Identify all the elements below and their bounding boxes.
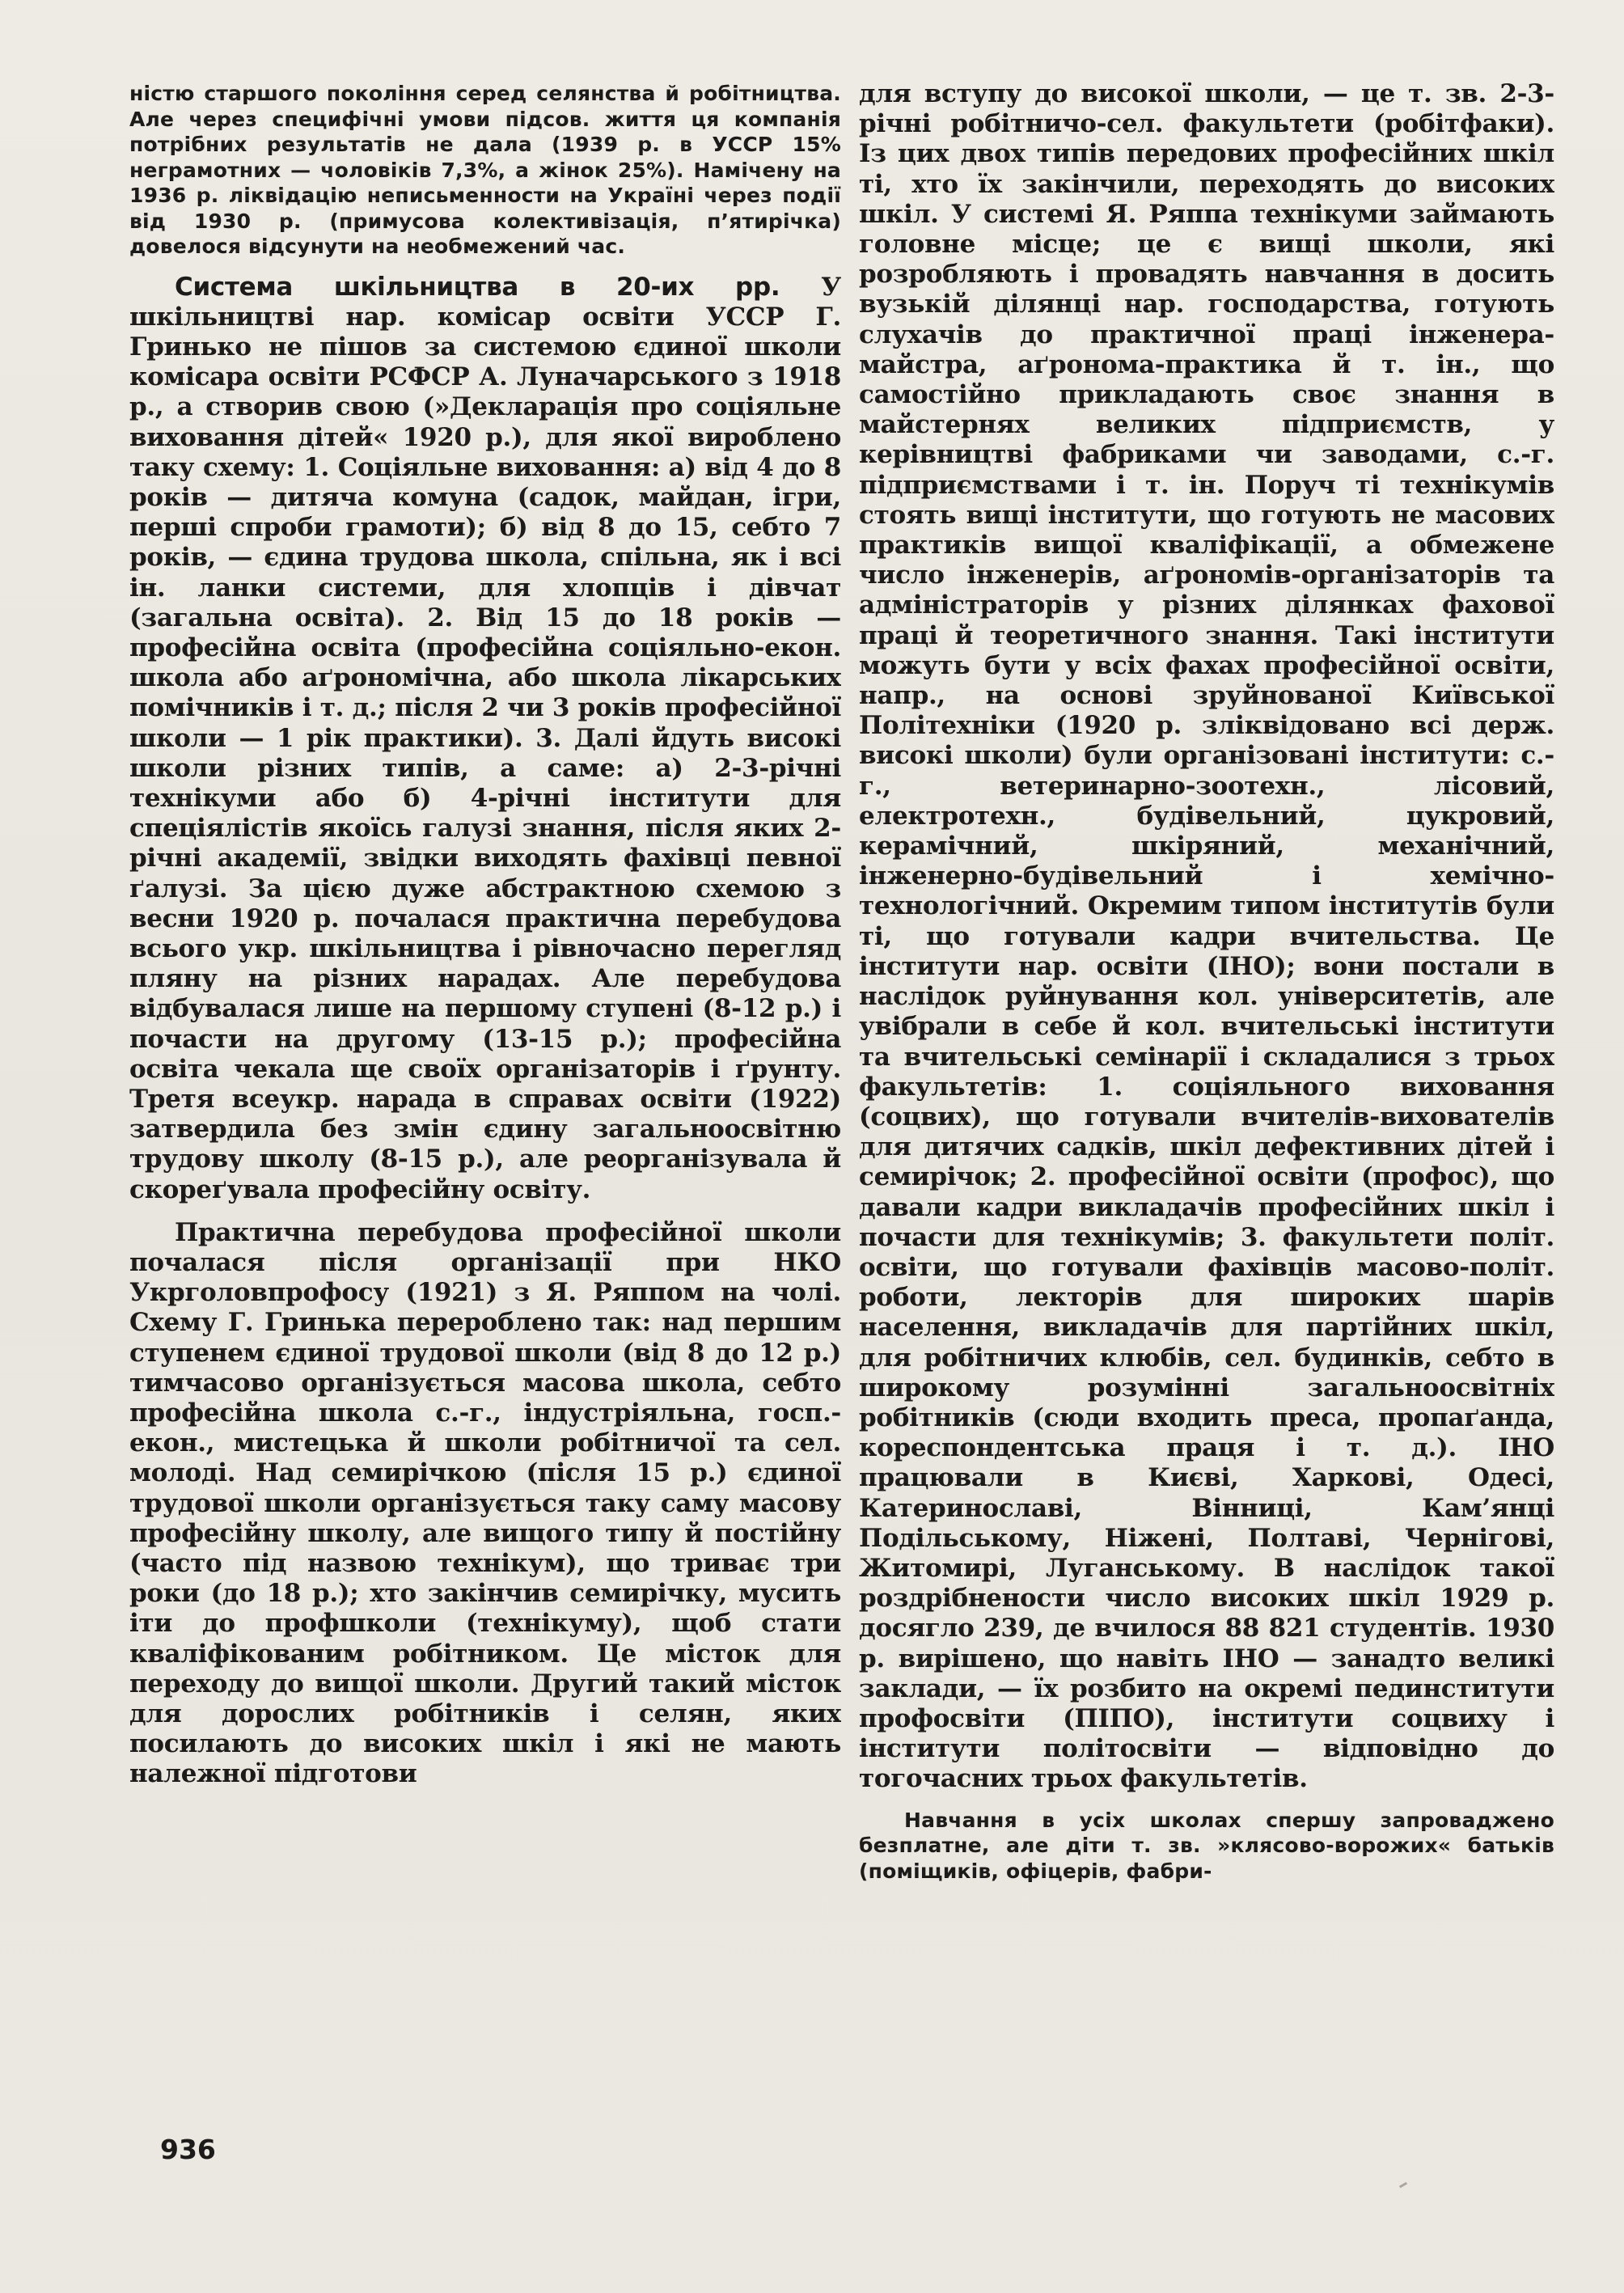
left-column <box>129 81 841 1790</box>
page-number: 936 <box>160 2134 216 2165</box>
right-column <box>859 79 1554 1884</box>
left-column-note: ністю старшого покоління серед селянства й робітництва. Але через специфічні умови підсов. життя ця компанія потрібних результатів не дала (1939 р. в УССР 15% неграмотних — чоловіків 7,3%, а жінок 25%). Намічену на 1936 р. ліквідацію неписьменности на Україні через події від 1930 р. (примусова колективізація, п’ятирічка) довелося відсунути на необмежений час. <box>129 82 841 258</box>
section-paragraph <box>129 273 841 1205</box>
section-paragraph-text: У шкільництві нар. комісар освіти УССР Г. Гринько не пішов за системою єдиної школи комісара освіти РСФСР А. Луначарського з 1918 р., а створив свою (»Декларація про соціяльне виховання дітей« 1920 р.), для якої вироблено таку схему: 1. Соціяльне виховання: а) від 4 до 8 років — дитяча комуна (садок, майдан, ігри, перші спроби грамоти); б) від 8 до 15, себто 7 років, — єдина трудова школа, спільна, як і всі ін. ланки системи, для хлопців і дівчат (загальна освіта). 2. Від 15 до 18 років — професійна освіта (професійна соціяльно-екон. школа або аґрономічна, або школа лікарських помічників і т. д.; після 2 чи 3 років професійної школи — 1 рік практики). 3. Далі йдуть високі школи різних типів, а саме: а) 2-3-річні технікуми або б) 4-річні інститути для спеціялістів якоїсь галузі знання, після яких 2-річні академії, звідки виходять фахівці певної ґалузі. За цією дуже абстрактною схемою з весни 1920 р. почалася практична перебудова всього укр. шкільництва і рівночасно перегляд пляну на різних нарадах. Але перебудова відбувалася лише на першому ступені (8-12 р.) і почасти на другому (13-15 р.); професійна освіта чекала ще своїх організаторів і ґрунту. Третя всеукр. нарада в справах освіти (1922) затвердила без змін єдину загальноосвітню трудову школу (8-15 р.), але реорганізувала й скореґувала професійну освіту. <box>129 272 841 1204</box>
right-paragraph-1: для вступу до високої школи, — це т. зв. 2-3-річні робітничо-сел. факультети (робітфаки). Із цих двох типів передових професійних шкіл ті, хто їх закінчили, переходять до високих шкіл. У системі Я. Ряппа технікуми займають головне місце; це є вищі школи, які розробляють і провадять навчання в досить вузькій ділянці нар. господарства, готують слухачів до практичної праці інженера-майстра, аґронома-практика й т. ін., що самостійно прикладають своє знання в майстернях великих підприємств, у керівництві фабриками чи заводами, с.-г. підприємствами і т. ін. Поруч ті технікумів стоять вищі інститути, що готують не масових практиків вищої кваліфікації, а обмежене число інженерів, аґрономів-організаторів та адміністраторів у різних ділянках фахової праці й теоретичного знання. Такі інститути можуть бути у всіх фахах професійної освіти, напр., на основі зруйнованої Київської Політехніки (1920 р. зліквідовано всі держ. високі школи) були організовані інститути: с.-г., ветеринарно-зоотехн., лісовий, електротехн., будівельний, цукровий, керамічний, шкіряний, механічний, інженерно-будівельний і хемічно-технологічний. Окремим типом інститутів були ті, що готували кадри вчительства. Це інститути нар. освіти (ІНО); вони постали в наслідок руйнування кол. університетів, але увібрали в себе й кол. вчительські інститути та вчительські семінарії і складалися з трьох факультетів: 1. соціяльного виховання (соцвих), що готували вчителів-вихователів для дитячих садків, шкіл дефективних дітей і семирічок; 2. професійної освіти (профос), що давали кадри викладачів професійних шкіл і почасти для технікумів; 3. факультети політ. освіти, що готували фахівців масово-політ. роботи, лекторів для широких шарів населення, викладачів для партійних шкіл, для робітничих клюбів, сел. будинків, себто в широкому розумінні загальноосвітніх робітників (сюди входить преса, пропаґанда, кореспондентська праця і т. д.). ІНО працювали в Києві, Харкові, Одесі, Катеринославі, Вінниці, Кам’янці Подільському, Ніжені, Полтаві, Чернігові, Житомирі, Луганському. В наслідок такої роздрібнености число високих шкіл 1929 р. досягло 239, де вчилося 88 821 студентів. 1930 р. вирішено, що навіть ІНО — занадто великі заклади, — їх розбито на окремі пединститути профосвіти (ПІПО), інститути соцвиху і інститути політосвіти — відповідно до тогочасних трьох факультетів. <box>859 79 1554 1794</box>
ink-mark <box>1399 2182 1407 2189</box>
left-paragraph-2: Практична перебудова професійної школи почалася після організації при НКО Укрголовпрофосу (1921) з Я. Ряппом на чолі. Схему Г. Гринька перероблено так: над першим ступенем єдиної трудової школи (від 8 до 12 р.) тимчасово організується масова школа, себто професійна школа с.-г., індустріяльна, госп.-екон., мистецька й школи робітничої та сел. молоді. Над семирічкою (після 15 р.) єдиної трудової школи організується таку саму масову професійну школу, але вищого типу й постійну (часто під назвою технікум), що триває три роки (до 18 р.); хто закінчив семирічку, мусить іти до профшколи (технікуму), щоб стати кваліфікованим робітником. Це місток для переходу до вищої школи. Другий такий місток для дорослих робітників і селян, яких посилають до високих шкіл і які не мають належної підготови <box>129 1217 841 1789</box>
right-column-note: Навчання в усіх школах спершу запроваджено безплатне, але діти т. зв. »клясово-ворожих« батьків (поміщиків, офіцерів, фабри- <box>859 1808 1554 1883</box>
section-heading: Система шкільництва в 20-их рр. <box>175 272 780 302</box>
